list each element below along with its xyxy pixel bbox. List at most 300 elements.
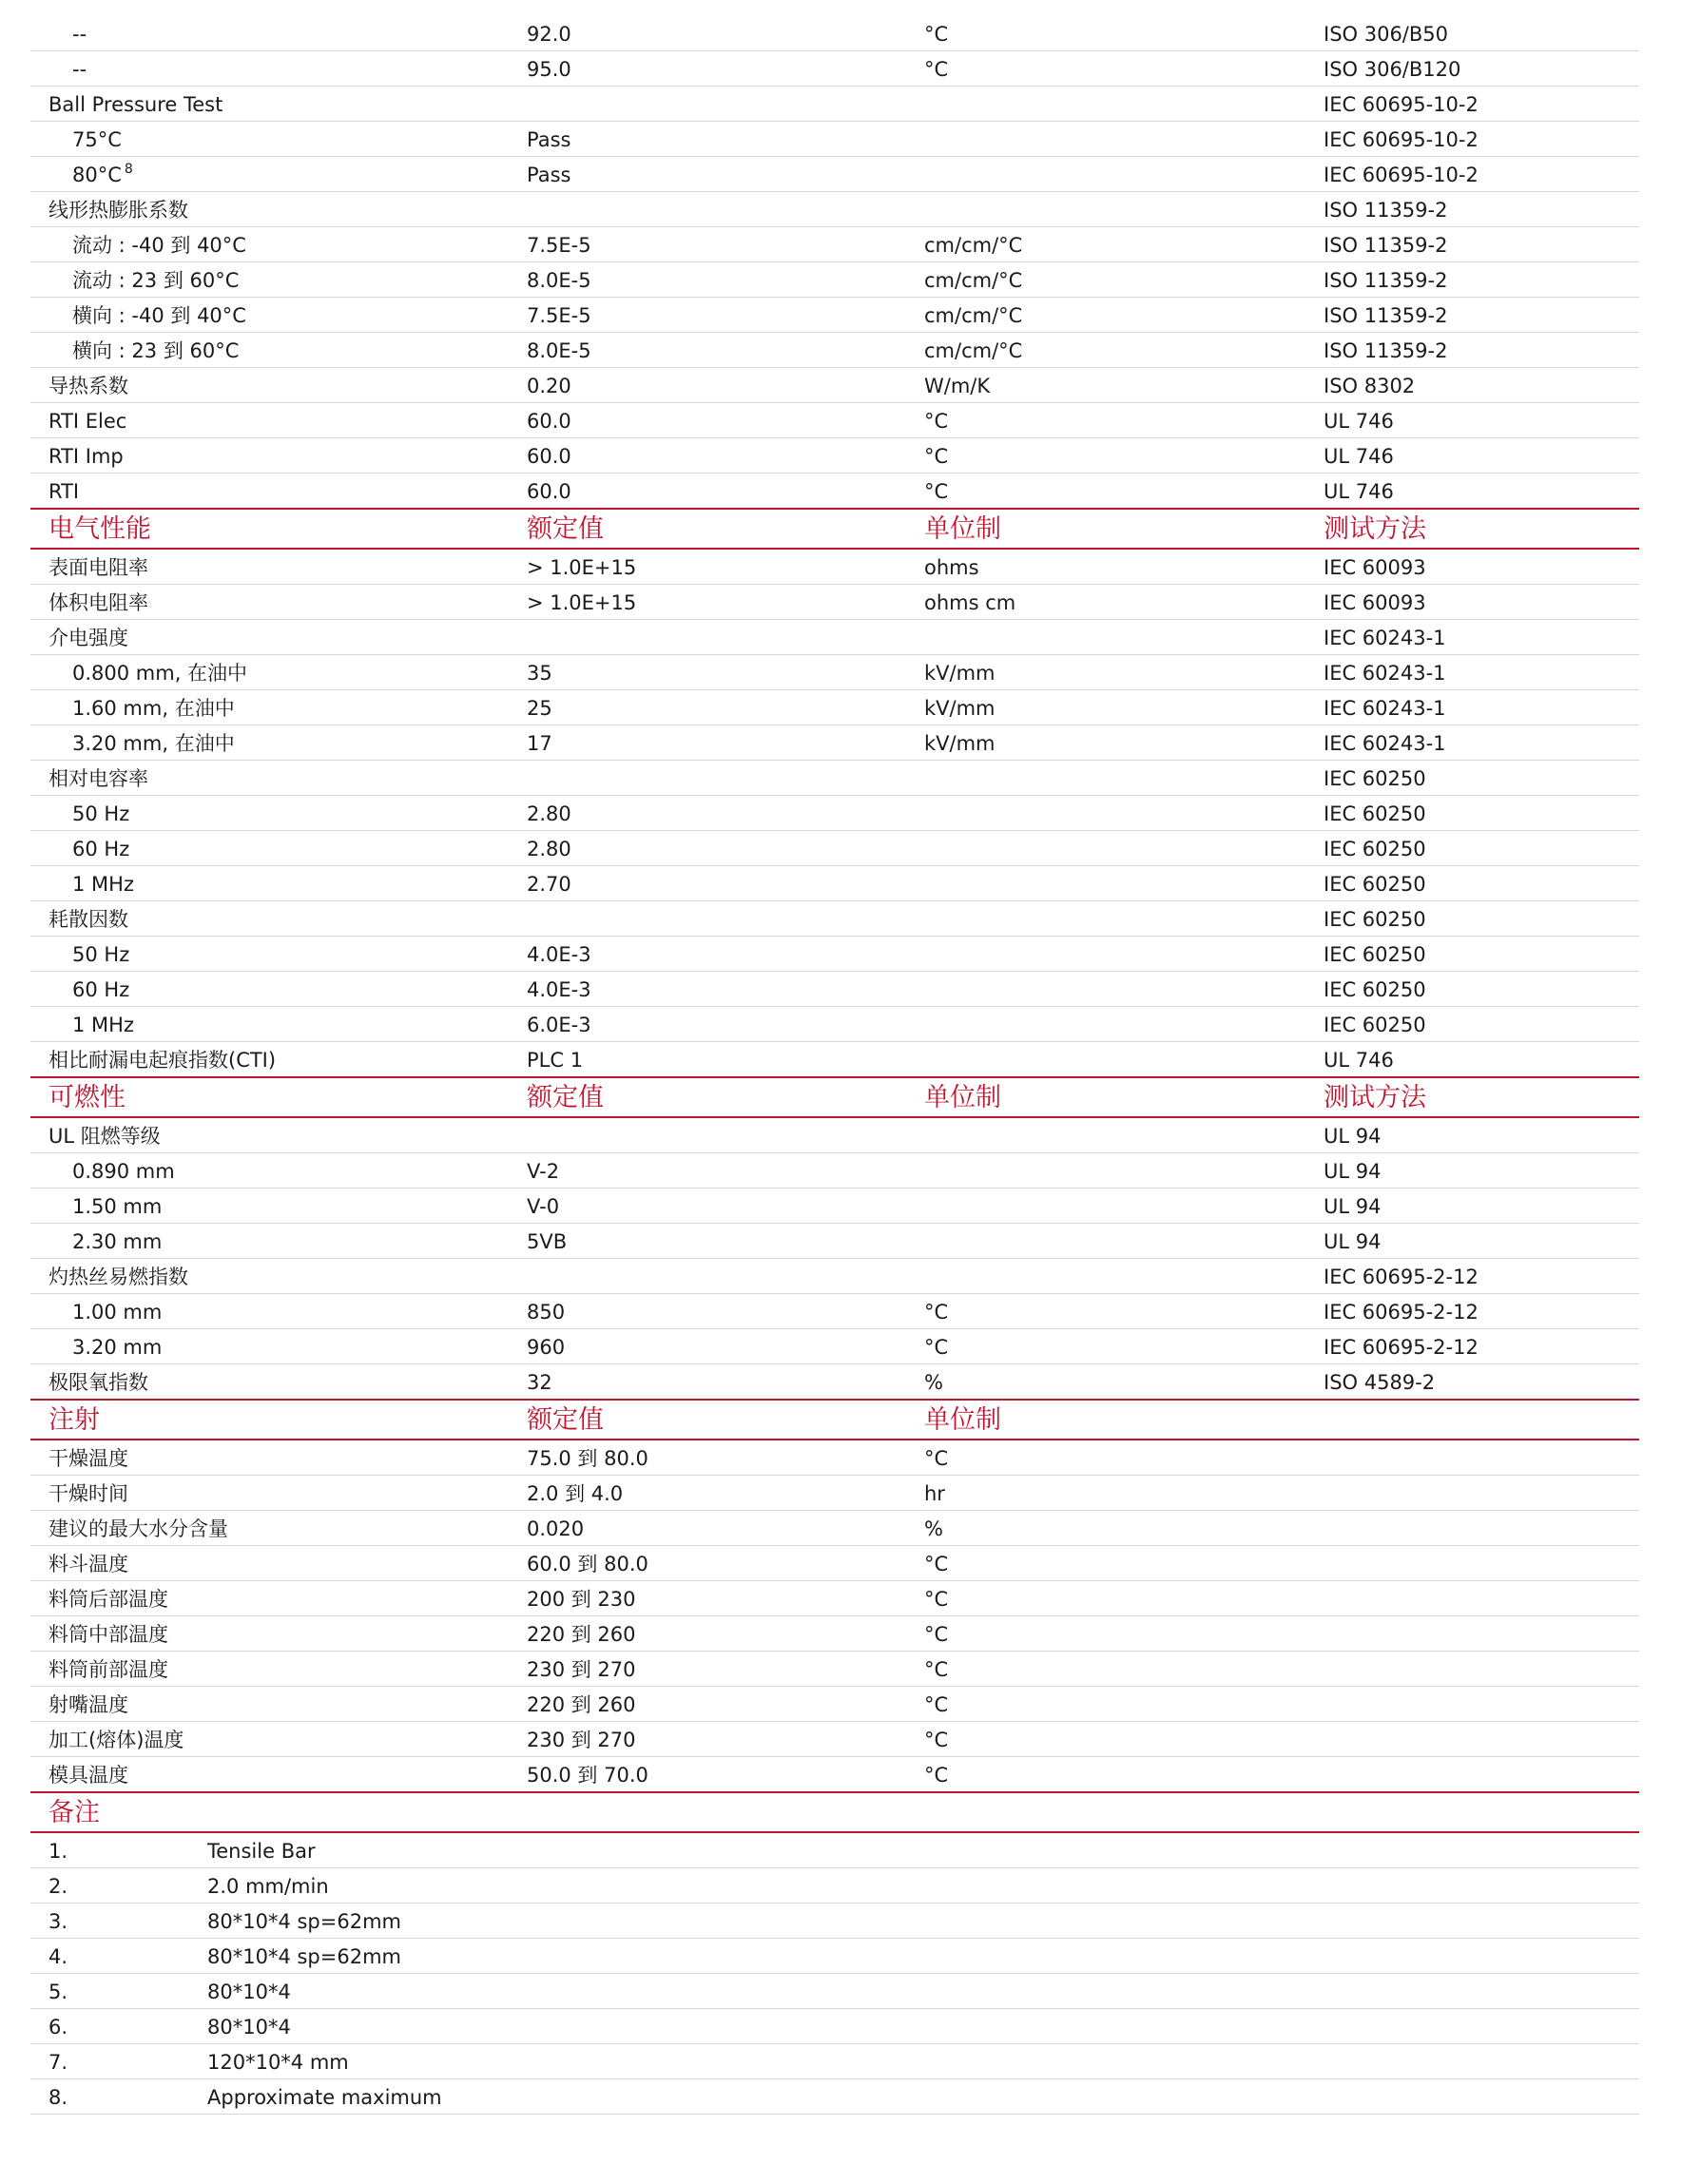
property-label [72,122,557,156]
property-row [30,550,1639,585]
property-label [48,1511,533,1545]
property-unit: °C [924,1693,949,1716]
property-label-text: 介电强度 [48,627,128,649]
property-row [30,585,1639,620]
note-text: 80*10*4 [207,2016,291,2039]
property-label-text: Ball Pressure Test [48,93,223,116]
section-header-notes [30,1791,1639,1833]
property-value: 4.0E-3 [527,978,591,1001]
property-method: IEC 60250 [1324,1014,1426,1036]
property-row [30,1364,1639,1400]
property-label [48,1364,533,1399]
property-value: 2.0 到 4.0 [527,1482,624,1505]
property-unit [924,972,1305,1006]
property-label [72,866,557,900]
section-header-injection [30,1399,1639,1440]
property-method [1324,1722,1637,1756]
property-unit [924,937,1305,971]
property-label [72,262,557,297]
property-label-text: 50 Hz [72,802,130,825]
property-label-text: 60 Hz [72,978,130,1001]
property-value: V-2 [527,1160,560,1183]
property-method: ISO 306/B50 [1324,23,1449,46]
property-unit [924,1007,1305,1041]
property-label [72,725,557,760]
property-label-text: 灼热丝易燃指数 [48,1266,188,1288]
property-label-text: RTI Imp [48,445,124,468]
property-method: IEC 60093 [1324,591,1426,614]
property-row [30,51,1639,87]
property-label [48,585,533,619]
property-method [1324,1440,1637,1475]
property-unit [924,1224,1305,1258]
note-text: Approximate maximum [207,2086,442,2109]
property-label [72,298,557,332]
property-unit [924,796,1305,830]
property-unit: °C [924,1623,949,1646]
property-unit: cm/cm/°C [924,269,1023,292]
property-unit: W/m/K [924,375,991,397]
property-method: UL 746 [1324,1049,1394,1072]
property-method: IEC 60250 [1324,908,1426,931]
property-method [1324,1476,1637,1510]
column-header-value: 额定值 [527,1405,604,1435]
property-method: IEC 60695-2-12 [1324,1266,1479,1288]
property-row [30,1189,1639,1224]
property-row [30,901,1639,937]
property-method: ISO 11359-2 [1324,199,1448,222]
property-unit: °C [924,1301,949,1324]
property-method: IEC 60250 [1324,802,1426,825]
property-value: 6.0E-3 [527,1014,591,1036]
property-unit [924,1042,1305,1076]
property-row [30,1652,1639,1687]
note-number: 4. [48,1945,68,1968]
property-label-text: 1 MHz [72,873,134,896]
property-unit: °C [924,1447,949,1470]
property-label [48,1546,533,1580]
column-header-method: 测试方法 [1324,514,1426,544]
note-row [30,1868,1639,1904]
property-label [72,1294,557,1328]
note-text: 80*10*4 sp=62mm [207,1910,401,1933]
property-label [72,157,557,191]
property-value: 230 到 270 [527,1729,636,1751]
property-row [30,1294,1639,1329]
property-value: 60.0 [527,445,571,468]
datasheet-table [30,16,1639,2115]
property-label [48,87,533,121]
property-row [30,796,1639,831]
note-text: 120*10*4 mm [207,2051,349,2074]
property-method: IEC 60250 [1324,943,1426,966]
property-label-text: 干燥温度 [48,1447,128,1470]
section-header-electrical [30,508,1639,550]
property-value: V-0 [527,1195,560,1218]
property-value: 220 到 260 [527,1693,636,1716]
property-row [30,1007,1639,1042]
property-row [30,972,1639,1007]
property-unit: cm/cm/°C [924,304,1023,327]
property-value: 4.0E-3 [527,943,591,966]
property-method: UL 746 [1324,480,1394,503]
property-value: 75.0 到 80.0 [527,1447,648,1470]
property-label [48,1757,533,1791]
note-number: 6. [48,2016,68,2039]
property-row [30,1224,1639,1259]
property-label [48,438,533,473]
property-label-text: 线形热膨胀系数 [48,199,188,222]
property-unit [924,1118,1305,1152]
column-header-value: 额定值 [527,1083,604,1112]
property-unit: °C [924,480,949,503]
property-unit [924,157,1305,191]
property-label [48,1687,533,1721]
property-label [72,333,557,367]
property-row [30,937,1639,972]
property-label [72,796,557,830]
note-row [30,1939,1639,1974]
column-header-method [1324,1401,1637,1439]
property-row [30,1259,1639,1294]
note-text: 80*10*4 [207,1981,291,2003]
property-method [1324,1616,1637,1651]
property-value: 95.0 [527,58,571,81]
property-unit [924,831,1305,865]
property-label-text: 料斗温度 [48,1553,128,1575]
section-title: 注射 [48,1405,100,1435]
property-label [48,403,533,437]
property-label [48,620,533,654]
property-value: > 1.0E+15 [527,556,637,579]
property-unit [924,620,1305,654]
property-value: Pass [527,164,571,186]
property-method: IEC 60243-1 [1324,662,1446,685]
note-number: 7. [48,2051,68,2074]
property-unit: kV/mm [924,732,996,755]
property-method: ISO 11359-2 [1324,339,1448,362]
property-method [1324,1581,1637,1615]
property-label-text: UL 阻燃等级 [48,1125,161,1148]
property-label [48,901,533,936]
note-number: 3. [48,1910,68,1933]
property-value: 92.0 [527,23,571,46]
property-label [48,1616,533,1651]
property-label-text: 流动 : -40 到 40°C [72,234,246,257]
property-method [1324,1511,1637,1545]
property-row [30,690,1639,725]
property-value: 0.020 [527,1517,585,1540]
property-method: IEC 60695-2-12 [1324,1301,1479,1324]
property-unit: °C [924,1729,949,1751]
property-unit: kV/mm [924,662,996,685]
property-label-text: 相比耐漏电起痕指数(CTI) [48,1049,277,1072]
property-row [30,1329,1639,1364]
property-method [1324,1687,1637,1721]
note-number: 2. [48,1875,68,1898]
property-method [1324,1757,1637,1791]
property-value: 8.0E-5 [527,339,591,362]
property-label-text: 极限氧指数 [48,1371,148,1394]
property-value: 960 [527,1336,566,1359]
property-method: IEC 60243-1 [1324,627,1446,649]
property-unit: cm/cm/°C [924,339,1023,362]
property-method: UL 746 [1324,410,1394,433]
property-unit: °C [924,1336,949,1359]
property-unit [924,1153,1305,1188]
property-value: 60.0 到 80.0 [527,1553,648,1575]
property-method [1324,1546,1637,1580]
property-label-text: 料筒前部温度 [48,1658,168,1681]
property-unit: °C [924,410,949,433]
property-label-text: RTI Elec [48,410,127,433]
note-row [30,1974,1639,2009]
property-method: IEC 60250 [1324,873,1426,896]
property-method: UL 746 [1324,445,1394,468]
property-value: 35 [527,662,552,685]
property-label-text: 1 MHz [72,1014,134,1036]
property-unit: hr [924,1482,945,1505]
note-row [30,2044,1639,2079]
note-number: 8. [48,2086,68,2109]
property-row [30,1153,1639,1189]
property-method: IEC 60695-2-12 [1324,1336,1479,1359]
property-value: 0.20 [527,375,571,397]
property-value: 2.80 [527,838,571,860]
property-label [48,1476,533,1510]
property-label [48,1259,533,1293]
property-label [48,1722,533,1756]
property-row [30,1757,1639,1792]
property-row [30,1546,1639,1581]
property-method: ISO 11359-2 [1324,234,1448,257]
column-header-method [1324,1793,1637,1831]
property-value [527,1118,907,1152]
property-method: IEC 60695-10-2 [1324,93,1479,116]
property-method: IEC 60250 [1324,838,1426,860]
property-row [30,1722,1639,1757]
property-label-text: 80°C [72,164,122,186]
property-label [72,1329,557,1363]
property-value: 60.0 [527,480,571,503]
property-method: ISO 8302 [1324,375,1416,397]
property-label-text: 0.890 mm [72,1160,175,1183]
property-label-text: 1.00 mm [72,1301,163,1324]
property-label [72,1189,557,1223]
property-label [72,831,557,865]
property-label [48,1042,533,1076]
property-label [72,51,557,86]
note-number: 5. [48,1981,68,2003]
property-method: IEC 60250 [1324,978,1426,1001]
property-label [48,1118,533,1152]
property-label [72,1153,557,1188]
property-row [30,620,1639,655]
property-value: 32 [527,1371,552,1394]
property-unit: % [924,1371,943,1394]
property-value: 5VB [527,1230,568,1253]
note-row [30,1904,1639,1939]
property-method: IEC 60250 [1324,767,1426,790]
property-method: UL 94 [1324,1125,1382,1148]
property-label [48,1652,533,1686]
property-method: ISO 11359-2 [1324,269,1448,292]
property-row [30,333,1639,368]
property-label [48,550,533,584]
property-label-text: 耗散因数 [48,908,128,931]
property-value [527,1259,907,1293]
property-row [30,1440,1639,1476]
property-label-text: 3.20 mm [72,1336,163,1359]
property-unit: °C [924,1553,949,1575]
property-row [30,1687,1639,1722]
property-row [30,1616,1639,1652]
property-value [527,901,907,936]
property-method [1324,1652,1637,1686]
note-row [30,2009,1639,2044]
property-label-text: 表面电阻率 [48,556,148,579]
property-value: 8.0E-5 [527,269,591,292]
column-header-method: 测试方法 [1324,1083,1426,1112]
property-method: ISO 11359-2 [1324,304,1448,327]
property-label-text: 料筒后部温度 [48,1588,168,1611]
property-row [30,298,1639,333]
property-label-text: 0.800 mm, 在油中 [72,662,248,685]
property-label [48,1581,533,1615]
property-label-text: 体积电阻率 [48,591,148,614]
property-unit [924,87,1305,121]
property-label-text: 横向 : 23 到 60°C [72,339,240,362]
note-number: 1. [48,1840,68,1863]
property-label-text: 3.20 mm, 在油中 [72,732,235,755]
property-value: 200 到 230 [527,1588,636,1611]
property-row [30,192,1639,227]
property-label [72,1007,557,1041]
property-label [72,655,557,689]
section-title: 可燃性 [48,1083,126,1112]
note-row [30,2079,1639,2115]
property-label-text: -- [72,58,87,81]
property-label [48,474,533,508]
property-label [72,227,557,261]
section-title: 备注 [48,1798,100,1827]
property-unit: °C [924,1764,949,1787]
property-label-text: 流动 : 23 到 60°C [72,269,240,292]
property-label-text: 导热系数 [48,375,128,397]
property-unit: °C [924,445,949,468]
property-unit [924,866,1305,900]
note-text: 2.0 mm/min [207,1875,329,1898]
note-row [30,1833,1639,1868]
column-header-unit: 单位制 [924,514,1001,544]
property-value: 230 到 270 [527,1658,636,1681]
property-label-text: 50 Hz [72,943,130,966]
property-value: 2.70 [527,873,571,896]
property-row [30,403,1639,438]
property-label-text: 料筒中部温度 [48,1623,168,1646]
column-header-unit [924,1793,1305,1831]
property-label-text: 射嘴温度 [48,1693,128,1716]
property-label [72,1224,557,1258]
property-value: 2.80 [527,802,571,825]
property-label-text: 75°C [72,128,122,151]
property-unit: % [924,1517,943,1540]
property-label-text: 60 Hz [72,838,130,860]
property-value: 17 [527,732,552,755]
property-label [72,972,557,1006]
property-row [30,1581,1639,1616]
property-method: UL 94 [1324,1230,1382,1253]
property-row [30,761,1639,796]
property-method: ISO 4589-2 [1324,1371,1436,1394]
property-method: UL 94 [1324,1160,1382,1183]
property-label-text: 相对电容率 [48,767,148,790]
property-row [30,831,1639,866]
property-label-text: RTI [48,480,80,503]
property-unit: ohms [924,556,979,579]
property-unit [924,1189,1305,1223]
property-row [30,1042,1639,1077]
property-method: IEC 60695-10-2 [1324,164,1479,186]
property-value: 50.0 到 70.0 [527,1764,648,1787]
property-row [30,368,1639,403]
property-row [30,157,1639,192]
property-value: 220 到 260 [527,1623,636,1646]
property-method: IEC 60093 [1324,556,1426,579]
property-unit [924,901,1305,936]
property-method: IEC 60695-10-2 [1324,128,1479,151]
property-row [30,122,1639,157]
property-label [72,16,557,50]
property-label-text: 1.60 mm, 在油中 [72,697,235,720]
section-header-flammability [30,1076,1639,1118]
property-unit: °C [924,23,949,46]
property-label [72,690,557,725]
property-unit [924,122,1305,156]
property-label-text: 横向 : -40 到 40°C [72,304,246,327]
property-value [527,620,907,654]
property-method: UL 94 [1324,1195,1382,1218]
section-title: 电气性能 [48,514,151,544]
property-row [30,1511,1639,1546]
note-text: 80*10*4 sp=62mm [207,1945,401,1968]
property-label [48,1440,533,1475]
property-value: 25 [527,697,552,720]
property-value [527,761,907,795]
property-row [30,1118,1639,1153]
property-row [30,866,1639,901]
property-row [30,725,1639,761]
property-label [48,192,533,226]
property-row [30,438,1639,474]
property-value [527,192,907,226]
property-method: IEC 60243-1 [1324,697,1446,720]
property-method: ISO 306/B120 [1324,58,1461,81]
property-row [30,1476,1639,1511]
footnote-ref: 8 [124,162,133,177]
property-row [30,87,1639,122]
property-unit: °C [924,58,949,81]
property-row [30,227,1639,262]
note-text: Tensile Bar [207,1840,316,1863]
property-unit: cm/cm/°C [924,234,1023,257]
property-value: 7.5E-5 [527,304,591,327]
property-value: 850 [527,1301,566,1324]
property-row [30,16,1639,51]
property-value [527,87,907,121]
property-label [72,937,557,971]
property-unit: °C [924,1658,949,1681]
